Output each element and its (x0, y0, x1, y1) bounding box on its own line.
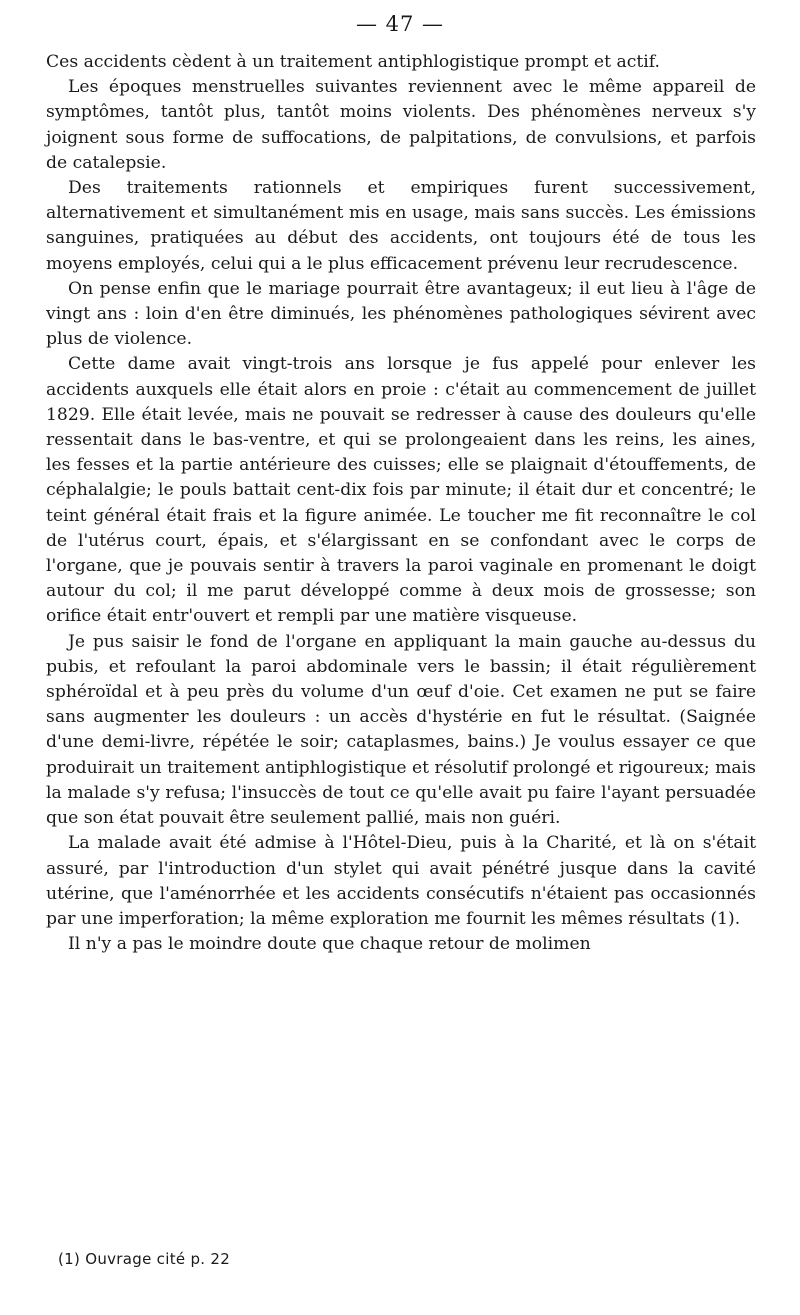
paragraph-7: La malade avait été admise à l'Hôtel-Dieu, puis à la Charité, et là on s'était assuré, par l'introduction d'un stylet qui avait pénétré jusque dans la cavité utérine, que l'aménorrhée et les accidents consécutifs n'étaient pas occasionnés par une imperforation; la même exploration me fournit les mêmes résultats (1). (46, 833, 756, 929)
paragraph-6: Je pus saisir le fond de l'organe en appliquant la main gauche au-dessus du pubis, et refoulant la paroi abdominale vers le bassin; il était régulièrement sphéroïdal et à peu près du volume d'un œuf d'oie. Cet examen ne put se faire sans augmenter les douleurs : un accès d'hystérie en fut le résultat. (Saignée d'une demi-livre, répétée le soir; cataplasmes, bains.) Je voulus essayer ce que produirait un traitement antiphlogistique et résolutif prolongé et rigoureux; mais la malade s'y refusa; l'insuccès de tout ce qu'elle avait pu faire l'ayant persuadée que son état pouvait être seulement pallié, mais non guéri. (46, 631, 756, 829)
body-text (46, 50, 756, 957)
page-number: — 47 — (355, 12, 445, 36)
paragraph-1: Ces accidents cèdent à un traitement antiphlogistique prompt et actif. (46, 52, 660, 72)
footnote: (1) Ouvrage cité p. 22 (58, 1250, 231, 1268)
paragraph-8: Il n'y a pas le moindre doute que chaque retour de molimen (68, 934, 591, 955)
paragraph-3: Des traitements rationnels et empiriques furent successivement, alternativement et simultanément mis en usage, mais sans succès. Les émissions sanguines, pratiquées au début des accidents, ont toujours été de tous les moyens employés, celui qui a le plus efficacement prévenu leur recrudescence. (46, 178, 756, 274)
paragraph-2: Les époques menstruelles suivantes reviennent avec le même appareil de symptômes, tantôt plus, tantôt moins violents. Des phénomènes nerveux s'y joignent sous forme de suffocations, de palpitations, de convulsions, et parfois de catalepsie. (46, 77, 756, 173)
paragraph-5: Cette dame avait vingt-trois ans lorsque je fus appelé pour enlever les accidents auxquels elle était alors en proie : c'était au commencement de juillet 1829. Elle était levée, mais ne pouvait se redresser à cause des douleurs qu'elle ressentait dans le bas-ventre, et qui se prolongeaient dans les reins, les aines, les fesses et la partie antérieure des cuisses; elle se plaignait d'étouffements, de céphalalgie; le pouls battait cent-dix fois par minute; il était dur et concentré; le teint général était frais et la figure animée. Le toucher me fit reconnaître le col de l'utérus court, épais, et s'élargissant en se confondant avec le corps de l'organe, que je pouvais sentir à travers la paroi vaginale en promenant le doigt autour du col; il me parut développé comme à deux mois de grossesse; son orifice était entr'ouvert et rempli par une matière visqueuse. (46, 354, 756, 627)
paragraph-4: On pense enfin que le mariage pourrait être avantageux; il eut lieu à l'âge de vingt ans : loin d'en être diminués, les phénomènes pathologiques sévirent avec plus de violence. (46, 278, 756, 350)
